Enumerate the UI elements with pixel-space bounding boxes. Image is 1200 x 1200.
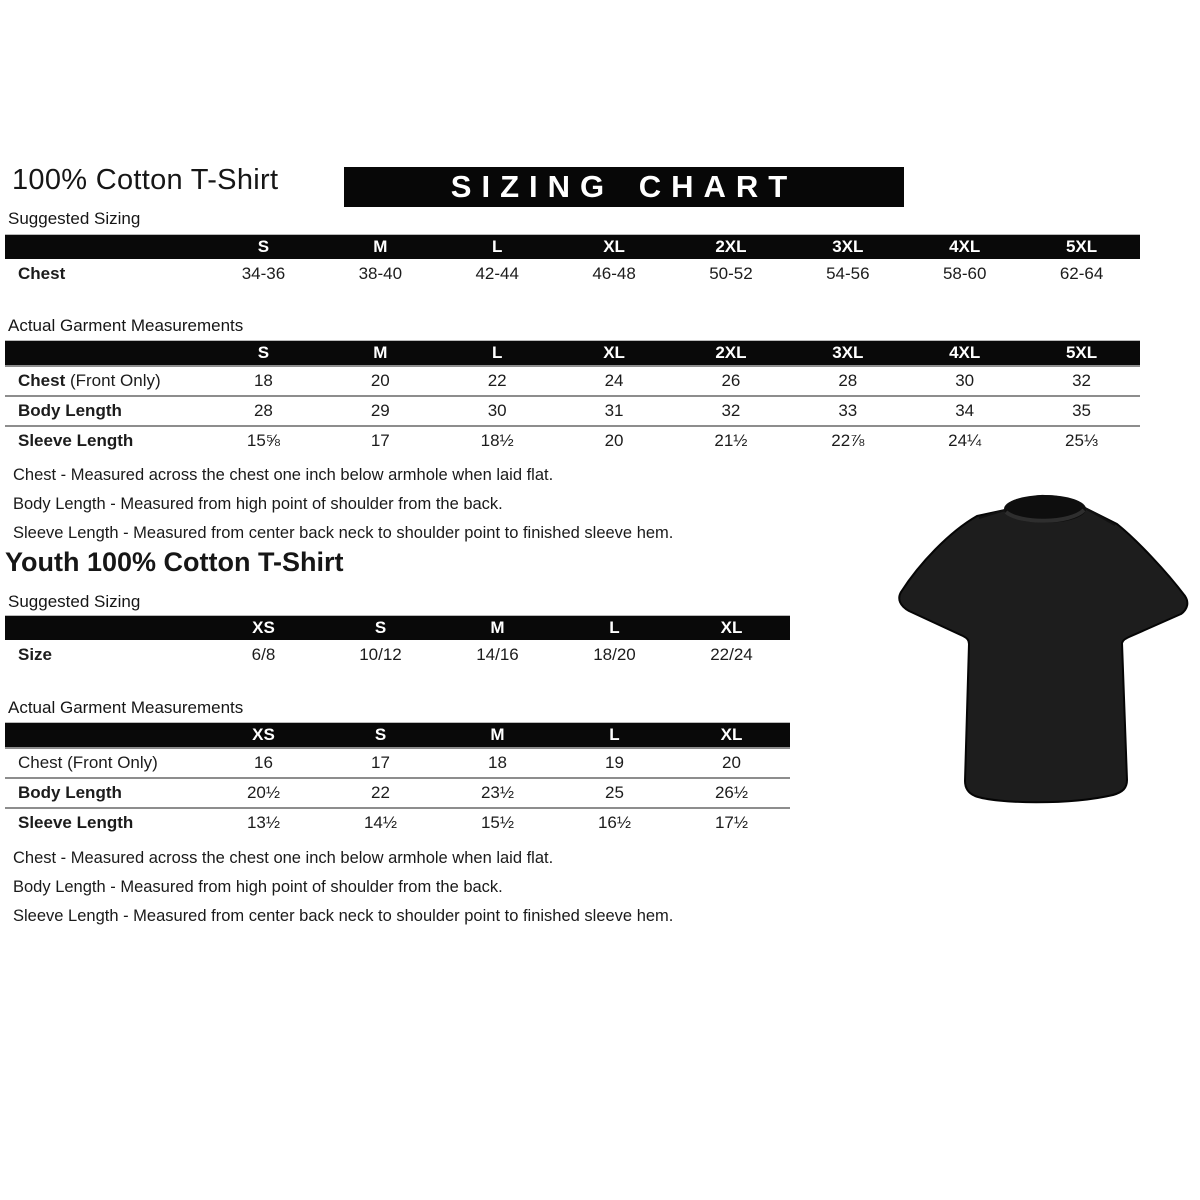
measurement-value: 22/24 — [710, 645, 753, 664]
sizing-chart-banner-text: SIZING CHART — [450, 169, 798, 204]
size-column-header: XS — [205, 723, 322, 749]
size-header-row — [5, 723, 790, 749]
measurement-row — [5, 778, 790, 808]
adult-actual-measurements-label: Actual Garment Measurements — [8, 316, 244, 335]
measurement-value: 19 — [556, 748, 673, 778]
youth-suggested-sizing-label: Suggested Sizing — [8, 592, 141, 611]
header-spacer-cell — [5, 616, 205, 641]
measurement-value: 24¼ — [906, 426, 1023, 455]
adult-suggested-sizing-label: Suggested Sizing — [8, 209, 141, 228]
youth-section-title: Youth 100% Cotton T-Shirt — [5, 547, 344, 577]
measurement-value: 26½ — [673, 778, 790, 808]
size-column-header: S — [205, 341, 322, 367]
measurement-value: 31 — [556, 396, 673, 426]
measurement-value: 16 — [205, 748, 322, 778]
size-column-header: XS — [205, 616, 322, 641]
size-column-header: XL — [556, 341, 673, 367]
youth-measurement-notes — [13, 844, 673, 931]
measurement-row — [5, 426, 1140, 455]
adult-actual-measurements-table — [5, 340, 1140, 455]
measurement-value: 20 — [322, 366, 439, 396]
measurement-row — [5, 748, 790, 778]
header-spacer-cell — [5, 723, 205, 749]
measurement-value: 21½ — [673, 426, 790, 455]
measurement-value: 46-48 — [592, 264, 636, 283]
size-header-row — [5, 235, 1140, 260]
measurement-value: 23½ — [439, 778, 556, 808]
measurement-note: Chest - Measured across the chest one inch below armhole when laid flat. — [13, 849, 554, 867]
size-column-header: 4XL — [906, 235, 1023, 260]
size-column-header: 4XL — [906, 341, 1023, 367]
measurement-value: 15⅝ — [205, 426, 322, 455]
measurement-value: 35 — [1023, 396, 1140, 426]
size-column-header: XL — [556, 235, 673, 260]
measurement-value: 22⅞ — [789, 426, 906, 455]
size-column-header: M — [322, 341, 439, 367]
size-column-header: 5XL — [1023, 235, 1140, 260]
measurement-value: 22 — [439, 366, 556, 396]
measurement-value: 17 — [322, 426, 439, 455]
row-label: Sleeve Length — [5, 426, 205, 455]
size-column-header: M — [439, 723, 556, 749]
measurement-value: 30 — [439, 396, 556, 426]
measurement-value: 10/12 — [359, 645, 402, 664]
size-column-header: S — [322, 616, 439, 641]
measurement-value: 6/8 — [251, 645, 276, 664]
measurement-value: 29 — [322, 396, 439, 426]
size-column-header: 2XL — [673, 235, 790, 260]
row-label: Chest — [18, 264, 66, 283]
black-tshirt-icon — [885, 488, 1200, 818]
tshirt-body — [899, 496, 1187, 802]
measurement-value: 18½ — [439, 426, 556, 455]
measurement-row — [5, 366, 1140, 396]
adult-measurement-notes — [13, 461, 673, 548]
size-column-header: L — [439, 341, 556, 367]
measurement-value: 20½ — [205, 778, 322, 808]
youth-actual-measurements-table — [5, 722, 790, 837]
measurement-value: 50-52 — [709, 264, 753, 283]
row-label: Sleeve Length — [5, 808, 205, 837]
measurement-value: 25⅓ — [1023, 426, 1140, 455]
size-column-header: 3XL — [789, 235, 906, 260]
row-label: Chest (Front Only) — [5, 366, 205, 396]
size-column-header: 5XL — [1023, 341, 1140, 367]
size-column-header: S — [322, 723, 439, 749]
tshirt-product-image — [885, 488, 1200, 818]
measurement-note: Body Length - Measured from high point of shoulder from the back. — [13, 495, 503, 513]
measurement-value: 14/16 — [476, 645, 519, 664]
measurement-row — [5, 396, 1140, 426]
measurement-value: 18 — [439, 748, 556, 778]
size-column-header: XL — [673, 723, 790, 749]
measurement-value: 34-36 — [241, 264, 286, 283]
size-header-row — [5, 341, 1140, 367]
row-label: Chest (Front Only) — [5, 748, 205, 778]
measurement-note: Body Length - Measured from high point of shoulder from the back. — [13, 878, 503, 896]
measurement-value: 13½ — [205, 808, 322, 837]
row-label: Body Length — [5, 778, 205, 808]
measurement-value: 16½ — [556, 808, 673, 837]
size-header-row — [5, 616, 790, 641]
measurement-value: 15½ — [439, 808, 556, 837]
size-column-header: M — [439, 616, 556, 641]
measurement-note: Sleeve Length - Measured from center back neck to shoulder point to finished sleeve hem. — [13, 524, 674, 542]
row-label: Size — [18, 645, 53, 664]
size-column-header: L — [556, 723, 673, 749]
measurement-value: 18 — [205, 366, 322, 396]
measurement-value: 28 — [789, 366, 906, 396]
measurement-value: 28 — [205, 396, 322, 426]
measurement-value: 38-40 — [358, 264, 403, 283]
measurement-value: 33 — [789, 396, 906, 426]
size-column-header: L — [439, 235, 556, 260]
measurement-value: 25 — [556, 778, 673, 808]
size-column-header: M — [322, 235, 439, 260]
size-column-header: XL — [673, 616, 790, 641]
measurement-value: 17½ — [673, 808, 790, 837]
measurement-value: 62-64 — [1059, 264, 1104, 283]
measurement-row — [5, 808, 790, 837]
size-column-header: L — [556, 616, 673, 641]
youth-actual-measurements-label: Actual Garment Measurements — [8, 698, 244, 717]
size-column-header: 3XL — [789, 341, 906, 367]
measurement-value: 32 — [1023, 366, 1140, 396]
measurement-value: 32 — [673, 396, 790, 426]
measurement-value: 18/20 — [593, 645, 636, 664]
measurement-row — [5, 640, 790, 670]
measurement-value: 42-44 — [475, 264, 519, 283]
measurement-value: 17 — [322, 748, 439, 778]
size-column-header: S — [205, 235, 322, 260]
header-spacer-cell — [5, 341, 205, 367]
sizing-chart-banner — [344, 167, 904, 207]
measurement-value: 14½ — [322, 808, 439, 837]
youth-suggested-sizing-table — [5, 615, 790, 670]
header-spacer-cell — [5, 235, 205, 260]
measurement-value: 20 — [556, 426, 673, 455]
measurement-value: 34 — [906, 396, 1023, 426]
page-title: 100% Cotton T-Shirt — [12, 164, 279, 196]
size-column-header: 2XL — [673, 341, 790, 367]
row-label: Body Length — [5, 396, 205, 426]
measurement-value: 22 — [322, 778, 439, 808]
measurement-note: Chest - Measured across the chest one inch below armhole when laid flat. — [13, 466, 554, 484]
measurement-value: 24 — [556, 366, 673, 396]
measurement-row — [5, 259, 1140, 289]
measurement-value: 30 — [906, 366, 1023, 396]
adult-suggested-sizing-table — [5, 234, 1140, 289]
measurement-value: 20 — [673, 748, 790, 778]
measurement-note: Sleeve Length - Measured from center back neck to shoulder point to finished sleeve hem. — [13, 907, 674, 925]
measurement-value: 26 — [673, 366, 790, 396]
measurement-value: 58-60 — [942, 264, 987, 283]
measurement-value: 54-56 — [826, 264, 870, 283]
